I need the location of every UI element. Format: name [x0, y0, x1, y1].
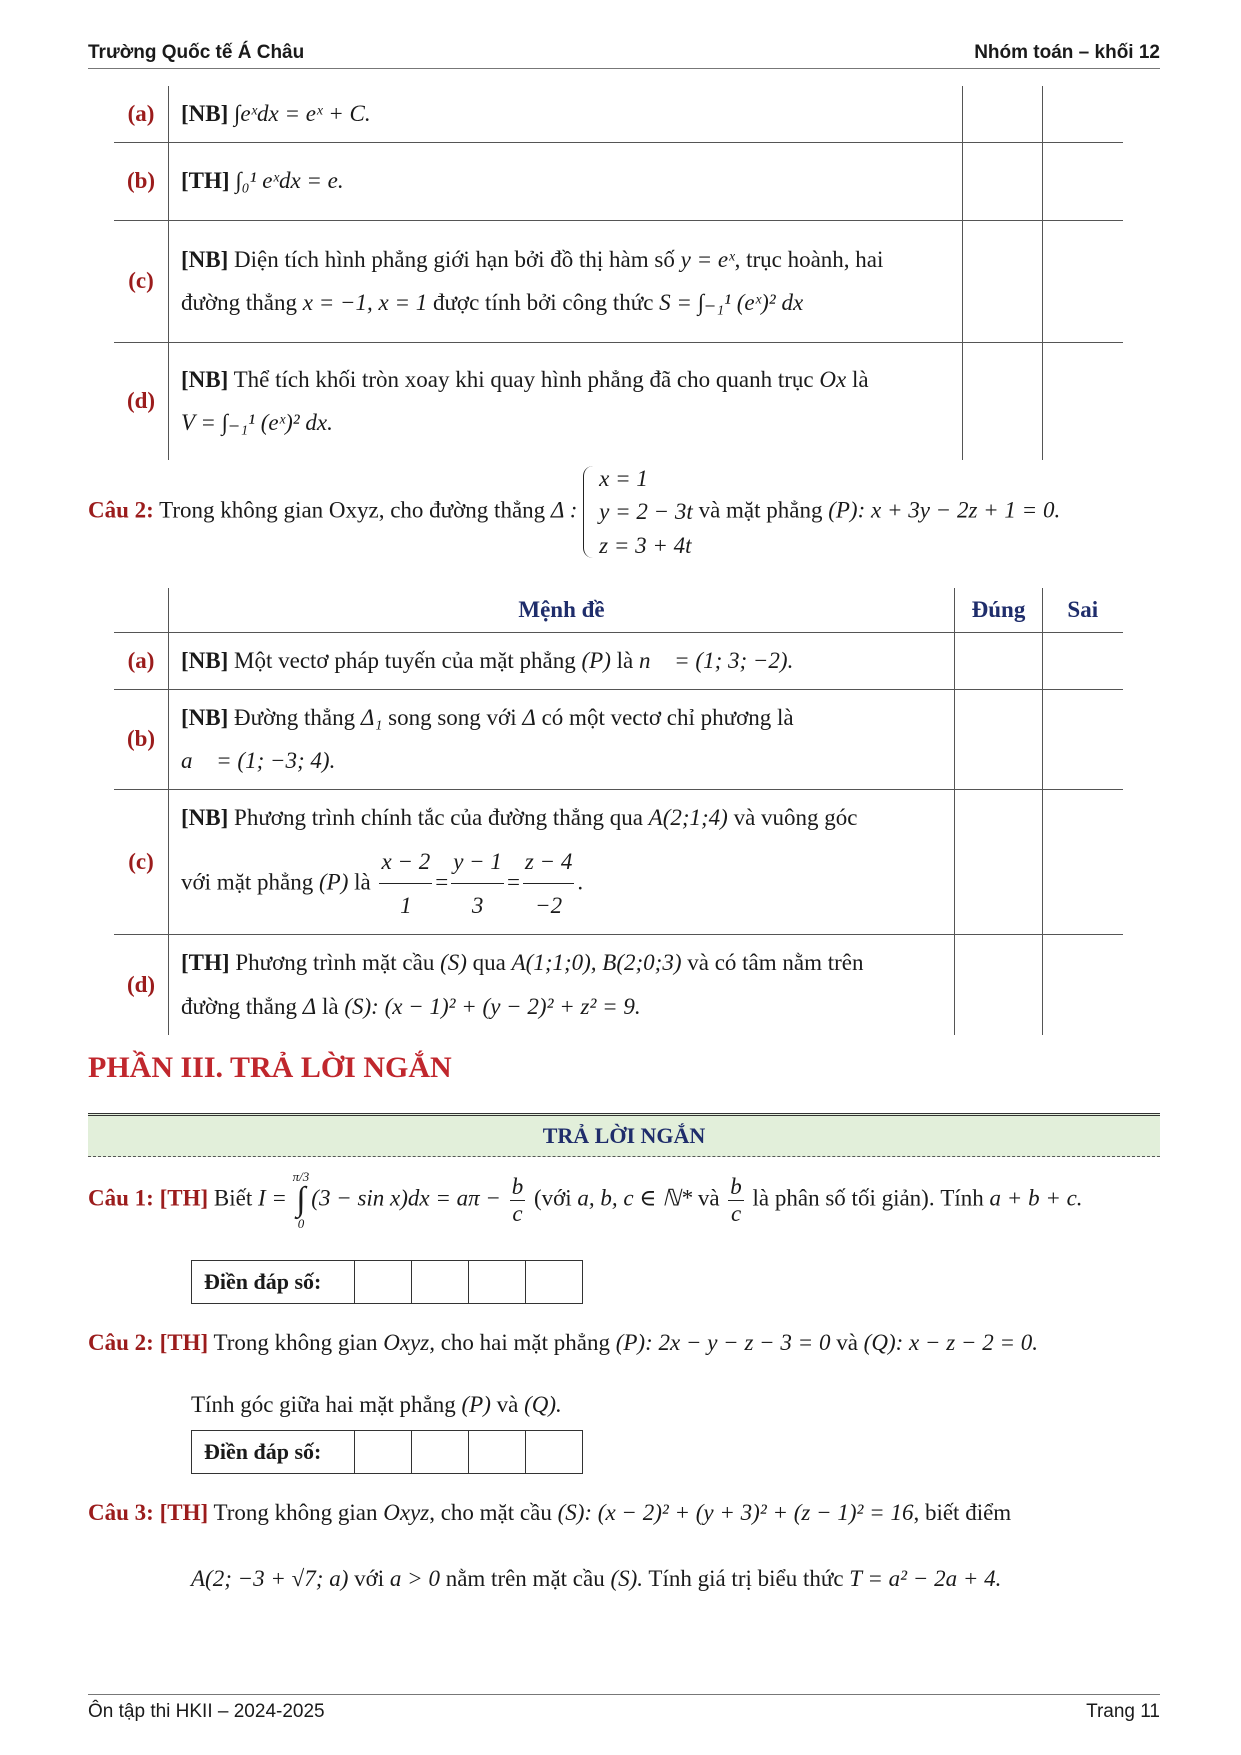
- statement-text: Thể tích khối tròn xoay khi quay hình phẳng đã cho quanh trục: [233, 366, 814, 392]
- table-row: [114, 142, 1123, 220]
- statement-text: và có tâm nằm trên: [687, 950, 864, 976]
- question-label: Câu 3:: [88, 1500, 154, 1525]
- footer-title: Ôn tập thi HKII – 2024-2025: [88, 1701, 325, 1722]
- math: (S).: [610, 1566, 644, 1591]
- table-row: [114, 220, 1123, 342]
- answer-digit-box[interactable]: [469, 1431, 526, 1474]
- true-checkbox-cell[interactable]: [963, 220, 1043, 342]
- statement-cell: [169, 86, 963, 142]
- math: A(2; −3 + √7; a): [191, 1566, 349, 1591]
- question-text: nằm trên mặt cầu: [445, 1566, 605, 1591]
- short-question-3: [88, 1500, 1011, 1526]
- fraction: [523, 840, 574, 928]
- upper-limit: π/3: [292, 1169, 310, 1184]
- denominator: c: [512, 1200, 523, 1226]
- true-checkbox-cell[interactable]: [955, 633, 1043, 690]
- math: (Q): x − z − 2 = 0.: [863, 1330, 1038, 1355]
- short-question-1: [88, 1170, 1083, 1230]
- statement-math: S = ∫₋₁¹ (eˣ)² dx: [659, 290, 804, 316]
- level-tag: [NB]: [181, 101, 229, 126]
- answer-digit-box[interactable]: [469, 1261, 526, 1304]
- math: (3 − sin x)dx = aπ −: [311, 1185, 501, 1211]
- statement-text: Phương trình chính tắc của đường thẳng qua: [234, 805, 643, 831]
- true-checkbox-cell[interactable]: [963, 86, 1043, 142]
- school-name: Trường Quốc tế Á Châu: [88, 42, 305, 63]
- question-label: Câu 2:: [88, 497, 154, 523]
- denominator: c: [730, 1200, 742, 1226]
- statement-cell: [169, 220, 963, 342]
- statement-math: Δ₁: [360, 704, 383, 730]
- math: a + b + c.: [989, 1185, 1083, 1211]
- statement-text: có một vectơ chỉ phương là: [541, 704, 794, 730]
- statement-math: (P): [319, 869, 349, 895]
- numerator: b: [511, 1173, 524, 1199]
- question-text: , biết điểm: [913, 1500, 1012, 1525]
- statement-math: (S): (x − 1)² + (y − 2)² + z² = 9.: [344, 993, 641, 1019]
- statement-cell: [169, 142, 963, 220]
- question-text: Biết: [213, 1185, 253, 1211]
- question-text: Trong không gian Oxyz, cho đường thẳng: [159, 497, 546, 523]
- statement-math: ∫eˣdx = eˣ + C.: [234, 101, 371, 126]
- header-false: Sai: [1067, 597, 1099, 622]
- question-text: , cho mặt cầu: [429, 1500, 552, 1525]
- system-eq: x = 1: [599, 466, 648, 491]
- statement-text: Diện tích hình phẳng giới hạn bởi đồ thị hàm số: [234, 246, 675, 272]
- statement-cell: [169, 935, 955, 1035]
- statement-text: với mặt phẳng: [181, 869, 314, 895]
- statement-text: là: [354, 869, 371, 895]
- question-label: Câu 2:: [88, 1330, 154, 1355]
- page-header: [88, 36, 1160, 69]
- question-text: với: [354, 1566, 385, 1591]
- statement-math: V = ∫₋₁¹ (eˣ)² dx.: [181, 410, 333, 436]
- math: a, b, c ∈ ℕ*: [577, 1185, 693, 1211]
- short-question-2-line-2: [191, 1392, 562, 1418]
- math: (P): [461, 1392, 491, 1417]
- statement-text: là: [616, 648, 634, 673]
- false-checkbox-cell[interactable]: [1043, 689, 1123, 789]
- section-title: PHẦN III. TRẢ LỜI NGẮN: [88, 1051, 452, 1084]
- page-footer: [88, 1694, 1160, 1731]
- answer-label: Điền đáp số:: [192, 1431, 355, 1474]
- table-row: [114, 790, 1123, 935]
- true-checkbox-cell[interactable]: [955, 790, 1043, 935]
- row-label: (c): [114, 220, 169, 342]
- statement-text: Đường thẳng: [234, 704, 356, 730]
- level-tag: [NB]: [181, 366, 229, 392]
- true-checkbox-cell[interactable]: [963, 342, 1043, 460]
- fraction: [728, 1174, 744, 1227]
- question-text: và mặt phẳng: [698, 497, 823, 523]
- statement-math: A(2;1;4): [648, 805, 728, 831]
- system-eq: z = 3 + 4t: [599, 532, 692, 558]
- question-text: và: [836, 1330, 858, 1355]
- level-tag: [TH]: [181, 168, 230, 194]
- statement-text: là: [851, 366, 869, 392]
- false-checkbox-cell[interactable]: [1043, 142, 1123, 220]
- row-label: (a): [114, 86, 169, 142]
- table-row: [114, 86, 1123, 142]
- statement-cell: [NB] Phương trình chính tắc của đường thẳng qua A(2;1;4) và vuông góc với mặt phẳng (P) là $\frac{x - 2}{1}$ = $\frac{y - 1}{3}$ = $\frac{z - 4}{-2}$ .: [169, 790, 955, 935]
- question-text: Tính góc giữa hai mặt phẳng: [191, 1392, 456, 1417]
- true-checkbox-cell[interactable]: [963, 142, 1043, 220]
- question-label: Câu 1:: [88, 1185, 154, 1211]
- row-label: (b): [114, 142, 169, 220]
- group-name: Nhóm toán – khối 12: [974, 42, 1160, 63]
- statement-math: n⃗ = (1; 3; −2).: [639, 648, 794, 673]
- statement-math: Δ: [302, 993, 317, 1019]
- statement-text: đường thẳng: [181, 993, 297, 1019]
- table-row: [114, 935, 1123, 1035]
- denominator: 1: [400, 893, 412, 919]
- page-number: Trang 11: [1086, 1701, 1160, 1722]
- statement-math: Δ: [522, 704, 536, 730]
- short-answer-banner: TRẢ LỜI NGẮN: [88, 1113, 1160, 1157]
- level-tag: [TH]: [159, 1500, 209, 1525]
- math: (P): 2x − y − z − 3 = 0: [615, 1330, 831, 1355]
- row-label: (a): [114, 633, 169, 690]
- table-row: [114, 633, 1123, 690]
- answer-box-2: [191, 1430, 583, 1474]
- row-label: (d): [114, 342, 169, 460]
- statement-math: x = −1, x = 1: [302, 290, 428, 316]
- level-tag: [NB]: [181, 704, 229, 730]
- level-tag: [NB]: [181, 246, 229, 272]
- level-tag: [TH]: [181, 950, 230, 976]
- integral-symbol: ∫: [296, 1181, 306, 1218]
- level-tag: [NB]: [181, 648, 229, 673]
- row-label: (d): [114, 935, 169, 1035]
- header-statement: Mệnh đề: [169, 588, 955, 633]
- short-question-2: [88, 1330, 1038, 1356]
- lower-limit: 0: [297, 1216, 305, 1231]
- statement-math: (S): [440, 950, 467, 976]
- statement-math: Ox: [819, 366, 847, 392]
- line-equation-system: [583, 462, 693, 562]
- statement-cell: [169, 342, 963, 460]
- answer-label: Điền đáp số:: [192, 1261, 355, 1304]
- statement-math: A(1;1;0), B(2;0;3): [511, 950, 682, 976]
- numerator: y − 1: [451, 840, 504, 885]
- math: (S): (x − 2)² + (y + 3)² + (z − 1)² = 16: [557, 1500, 914, 1525]
- denominator: −2: [535, 893, 563, 919]
- brace: [583, 466, 596, 558]
- question-text: Trong không gian: [213, 1500, 378, 1525]
- statement-math: ∫₀¹ eˣdx = e.: [235, 168, 344, 194]
- statement-math: (P): [581, 648, 611, 673]
- false-checkbox-cell[interactable]: [1043, 935, 1123, 1035]
- statement-text: Một vectơ pháp tuyến của mặt phẳng: [234, 648, 576, 673]
- header-blank: [114, 588, 169, 633]
- statement-text: là: [321, 993, 339, 1019]
- answer-digit-box[interactable]: [526, 1431, 583, 1474]
- level-tag: [TH]: [159, 1185, 209, 1211]
- true-checkbox-cell[interactable]: [955, 935, 1043, 1035]
- table-row: [114, 342, 1123, 460]
- fraction: [451, 840, 504, 928]
- answer-box-1: [191, 1260, 583, 1304]
- math: (Q).: [524, 1392, 562, 1417]
- false-checkbox-cell[interactable]: [1043, 342, 1123, 460]
- row-label: (c): [114, 790, 169, 935]
- false-checkbox-cell[interactable]: [1043, 220, 1123, 342]
- question-text: là phân số tối giản). Tính: [752, 1185, 984, 1211]
- numerator: z − 4: [523, 840, 574, 885]
- denominator: 3: [471, 893, 484, 919]
- statement-math: a⃗ = (1; −3; 4).: [181, 748, 336, 774]
- question-text: cho hai mặt phẳng: [440, 1330, 610, 1355]
- false-checkbox-cell[interactable]: [1043, 86, 1123, 142]
- math: a > 0: [389, 1566, 440, 1591]
- statement-text: song song với: [388, 704, 517, 730]
- row-label: (b): [114, 689, 169, 789]
- statement-text: đường thẳng: [181, 290, 297, 316]
- table-row: [114, 689, 1123, 789]
- question-text: và: [496, 1392, 519, 1417]
- line-name: Δ :: [550, 497, 578, 523]
- statement-text: được tính bởi công thức: [432, 290, 654, 316]
- answer-digit-box[interactable]: [526, 1261, 583, 1304]
- table-header: [114, 588, 1123, 633]
- statement-text: , trục hoành, hai: [734, 246, 884, 272]
- false-checkbox-cell[interactable]: [1043, 790, 1123, 935]
- plane-equation: (P): x + 3y − 2z + 1 = 0.: [828, 497, 1061, 523]
- question-2: [88, 462, 1060, 562]
- question-text: Tính giá trị biểu thức: [648, 1566, 844, 1591]
- numerator: b: [730, 1173, 742, 1199]
- question-text: và: [697, 1185, 720, 1211]
- fraction: [510, 1174, 526, 1227]
- statement-cell: [169, 633, 955, 690]
- statement-text: và vuông góc: [733, 805, 858, 831]
- question-text: (với: [533, 1185, 572, 1211]
- true-checkbox-cell[interactable]: [955, 689, 1043, 789]
- math: Oxyz,: [383, 1330, 435, 1355]
- question-text: Trong không gian: [213, 1330, 378, 1355]
- fraction: [379, 840, 432, 928]
- statement-cell: [169, 689, 955, 789]
- answer-digit-box[interactable]: [355, 1261, 412, 1304]
- answer-digit-box[interactable]: [355, 1431, 412, 1474]
- statement-math: y = eˣ: [680, 246, 735, 272]
- statement-text: qua: [472, 950, 506, 976]
- statement-text: Phương trình mặt cầu: [235, 950, 435, 976]
- level-tag: [NB]: [181, 805, 229, 831]
- answer-digit-box[interactable]: [412, 1431, 469, 1474]
- false-checkbox-cell[interactable]: [1043, 633, 1123, 690]
- math: Oxyz: [383, 1500, 430, 1525]
- answer-digit-box[interactable]: [412, 1261, 469, 1304]
- short-question-3-line-2: [191, 1566, 1001, 1592]
- numerator: x − 2: [379, 840, 432, 885]
- header-true: Đúng: [955, 588, 1043, 633]
- level-tag: [TH]: [159, 1330, 209, 1355]
- true-false-table-1: [114, 86, 1123, 460]
- math: T = a² − 2a + 4.: [849, 1566, 1002, 1591]
- math: I =: [257, 1185, 287, 1211]
- true-false-table-2: [114, 588, 1123, 1035]
- system-eq: y = 2 − 3t: [599, 499, 693, 525]
- integral-sign: [293, 1170, 310, 1230]
